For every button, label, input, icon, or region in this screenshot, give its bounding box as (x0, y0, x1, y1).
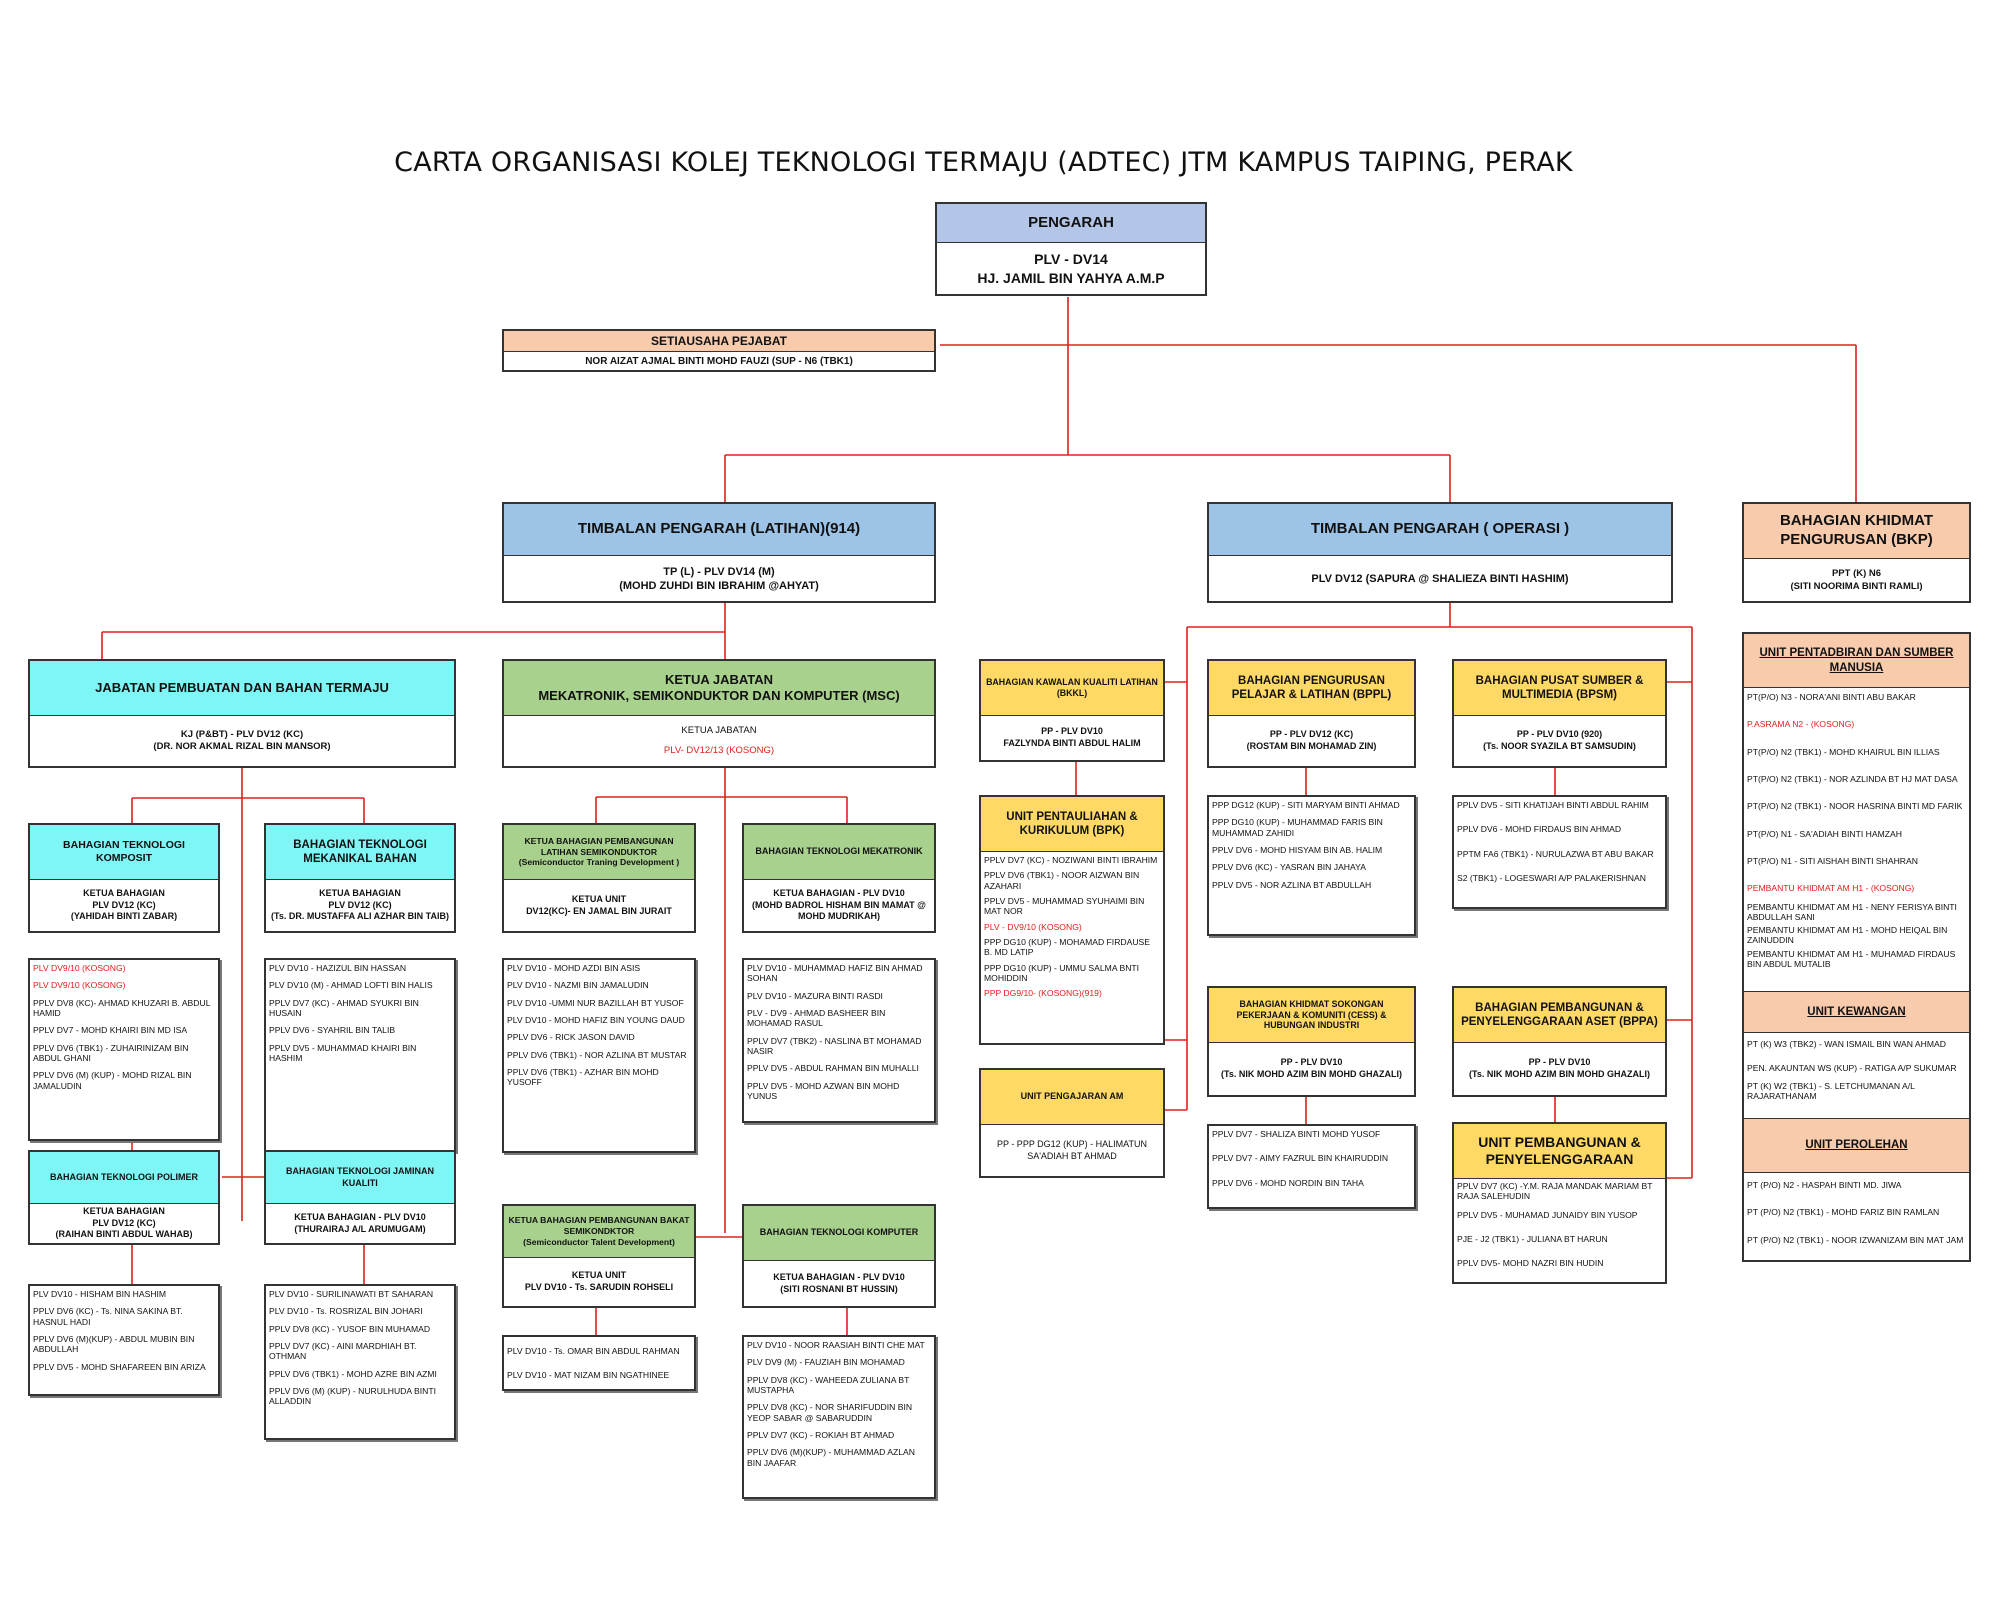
staff-item: PLV DV10 - HAZIZUL BIN HASSAN (269, 963, 407, 973)
staff-item: PPLV DV6 (TBK1) - AZHAR BIN MOHD YUSOFF (507, 1066, 659, 1088)
staff-item: PPLV DV7 (KC) - NOZIWANI BINTI IBRAHIM (984, 855, 1158, 865)
bppl-box (1207, 659, 1416, 768)
staff-item: PPLV DV6 (TBK1) - ZUHAIRINIZAM BIN ABDUL GHANI (33, 1042, 189, 1063)
staff-item: PPLV DV6 (M)(KUP) - ABDUL MUBIN BIN ABDULLAH (33, 1333, 195, 1355)
komposit-staff-list (28, 958, 220, 1141)
pengajaran-box (979, 1068, 1165, 1178)
komputer-ketua: KETUA BAHAGIAN - PLV DV10 (773, 1271, 905, 1282)
bkp-header: BAHAGIAN KHIDMAT PENGURUSAN (BKP) (1744, 504, 1969, 559)
staff-item: PT(P/O) N2 (TBK1) - NOR AZLINDA BT HJ MAT DASA (1747, 773, 1958, 784)
bppa-box (1452, 986, 1667, 1097)
staff-item: PPLV DV5- MOHD NAZRI BIN HUDIN (1457, 1258, 1604, 1269)
staff-item: PPLV DV6 - MOHD FIRDAUS BIN AHMAD (1457, 824, 1622, 835)
staff-item: PT(P/O) N2 (TBK1) - MOHD KHAIRUL BIN ILLIAS (1747, 746, 1940, 757)
cess-name: (Ts. NIK MOHD AZIM BIN MOHD GHAZALI) (1221, 1069, 1402, 1079)
bkkl-box (979, 659, 1165, 762)
staff-item: PLV DV10 - MAZURA BINTI RASDI (747, 990, 883, 1001)
mekatronik-name: (MOHD BADROL HISHAM BIN MAMAT @ MOHD MUDRIKAH) (752, 899, 926, 922)
staff-item: PEMBANTU KHIDMAT AM H1 - MOHD HEIQAL BIN ZAINUDDIN (1747, 925, 1948, 946)
jaminan-staff-list (264, 1284, 456, 1440)
cess-grade: PP - PLV DV10 (1280, 1057, 1343, 1068)
msc-ketua-label: KETUA JABATAN (681, 724, 757, 736)
staff-item: PLV DV10 - MOHD HAFIZ BIN YOUNG DAUD (507, 1014, 685, 1025)
bkkl-name: FAZLYNDA BINTI ABDUL HALIM (1003, 738, 1141, 748)
bppl-grade: PP - PLV DV12 (KC) (1269, 729, 1354, 740)
upp-header: UNIT PEMBANGUNAN & PENYELENGGARAAN (1454, 1124, 1665, 1179)
staff-item: PPLV DV6 - SYAHRIL BIN TALIB (269, 1025, 396, 1036)
polimer-header: BAHAGIAN TEKNOLOGI POLIMER (30, 1152, 218, 1204)
staff-item: PT (P/O) N2 (TBK1) - NOOR IZWANIZAM BIN MAT JAM (1747, 1234, 1964, 1245)
tp-latihan-grade: TP (L) - PLV DV14 (M) (663, 565, 775, 578)
staff-item: PEN. AKAUNTAN WS (KUP) - RATIGA A/P SUKUMAR (1747, 1063, 1957, 1074)
upp-box (1452, 1122, 1667, 1284)
staff-item: PPLV DV5 - MOHD SHAFAREEN BIN ARIZA (33, 1361, 206, 1372)
staff-item: PPLV DV8 (KC) - YUSOF BIN MUHAMAD (269, 1323, 431, 1334)
setiausaha-name: NOR AIZAT AJMAL BINTI MOHD FAUZI (SUP - N6 (TBK1) (585, 356, 853, 367)
bppa-grade: PP - PLV DV10 (1528, 1057, 1591, 1068)
staff-item: PLV DV10 - SURILINAWATI BT SAHARAN (269, 1289, 434, 1299)
staff-item: PEMBANTU KHIDMAT AM H1 - MUHAMAD FIRDAUS BIN ABDUL MUTALIB (1747, 948, 1956, 970)
bpsm-staff-list (1452, 795, 1667, 909)
semi-latihan-subheader: (Semiconductor Traning Development ) (518, 857, 680, 868)
staff-item: PJE - J2 (TBK1) - JULIANA BT HARUN (1457, 1233, 1608, 1244)
staff-item: PPLV DV5 - MUHAMAD JUNAIDY BIN YUSOP (1457, 1209, 1638, 1220)
polimer-staff-list (28, 1284, 220, 1396)
pengarah-grade: PLV - DV14 (1034, 251, 1108, 268)
staff-item: PPLV DV5 - NOR AZLINA BT ABDULLAH (1212, 879, 1372, 890)
tp-latihan-header: TIMBALAN PENGARAH (LATIHAN)(914) (504, 504, 934, 556)
jpbt-name: (DR. NOR AKMAL RIZAL BIN MANSOR) (153, 741, 331, 752)
staff-item: PPLV DV5 - ABDUL RAHMAN BIN MUHALLI (747, 1063, 919, 1074)
perolehan-header: UNIT PEROLEHAN (1744, 1118, 1969, 1173)
pengajaran-name: PP - PPP DG12 (KUP) - HALIMATUN SA'ADIAH BT AHMAD (996, 1138, 1148, 1161)
staff-item: PPLV DV7 (KC) - AINI MARDHIAH BT. OTHMAN (269, 1340, 417, 1362)
staff-item: PPP DG9/10- (KOSONG)(919) (984, 988, 1102, 999)
staff-item: PT (K) W2 (TBK1) - S. LETCHUMANAN A/L RAJARATHANAM (1747, 1080, 1915, 1101)
mekatronik-ketua: KETUA BAHAGIAN - PLV DV10 (773, 887, 905, 898)
polimer-ketua: KETUA BAHAGIAN (83, 1205, 165, 1216)
komposit-ketua: KETUA BAHAGIAN (83, 887, 165, 898)
staff-item: PPLV DV6 (M) (KUP) - MOHD RIZAL BIN JAMALUDIN (33, 1070, 192, 1091)
cess-staff-list (1207, 1124, 1416, 1209)
staff-item: PLV DV10 - Ts. OMAR BIN ABDUL RAHMAN (507, 1346, 680, 1356)
staff-item: PLV DV9/10 (KOSONG) (33, 980, 126, 991)
bkp-name: (SITI NOORIMA BINTI RAMLI) (1790, 580, 1923, 592)
semi-bakat-box (502, 1204, 696, 1308)
bpsm-header: BAHAGIAN PUSAT SUMBER & MULTIMEDIA (BPSM) (1454, 661, 1665, 716)
polimer-grade: PLV DV12 (KC) (92, 1217, 156, 1228)
staff-item: PPLV DV6 (KC) - YASRAN BIN JAHAYA (1212, 862, 1366, 873)
staff-item: P.ASRAMA N2 - (KOSONG) (1747, 719, 1855, 730)
tp-latihan-box (502, 502, 936, 603)
staff-item: PEMBANTU KHIDMAT AM H1 - NENY FERISYA BINTI ABDULLAH SANI (1747, 901, 1957, 922)
staff-item: PLV DV10 - Ts. ROSRIZAL BIN JOHARI (269, 1306, 423, 1317)
bkp-box (1742, 502, 1971, 603)
pengarah-header: PENGARAH (937, 204, 1205, 243)
kewangan-header: UNIT KEWANGAN (1744, 991, 1969, 1033)
staff-item: PPLV DV5 - MOHD AZWAN BIN MOHD YUNUS (747, 1080, 900, 1101)
semi-bakat-staff-list (502, 1335, 696, 1391)
usm-header: UNIT PENTADBIRAN DAN SUMBER MANUSIA (1744, 634, 1969, 688)
cess-box (1207, 986, 1416, 1097)
staff-item: PPLV DV6 (KC) - Ts. NINA SAKINA BT. HASNUL HADI (33, 1306, 183, 1327)
staff-item: PEMBANTU KHIDMAT AM H1 - (KOSONG) (1747, 883, 1915, 894)
bkp-grade: PPT (K) N6 (1831, 568, 1882, 580)
semi-bakat-name: PLV DV10 - Ts. SARUDIN ROHSELI (524, 1282, 674, 1292)
tp-operasi-box (1207, 502, 1673, 603)
staff-item: PPLV DV6 (TBK1) - MOHD AZRE BIN AZMI (269, 1368, 437, 1379)
semi-bakat-subheader: (Semiconductor Talent Development) (523, 1236, 675, 1247)
tp-latihan-name: (MOHD ZUHDI BIN IBRAHIM @AHYAT) (619, 580, 819, 592)
staff-item: PPLV DV6 (M)(KUP) - MUHAMMAD AZLAN BIN JAAFAR (747, 1447, 915, 1468)
komputer-box (742, 1204, 936, 1308)
staff-item: PT(P/O) N3 - NORA'ANI BINTI ABU BAKAR (1747, 692, 1916, 702)
staff-item: PPLV DV6 (TBK1) - NOR AZLINA BT MUSTAR (507, 1049, 687, 1060)
staff-item: PLV DV9 (M) - FAUZIAH BIN MOHAMAD (747, 1357, 905, 1368)
pengarah-name: HJ. JAMIL BIN YAHYA A.M.P (977, 269, 1165, 286)
msc-header-name: MEKATRONIK, SEMIKONDUKTOR DAN KOMPUTER (MSC) (538, 688, 900, 703)
staff-item: PPP DG10 (KUP) - MUHAMMAD FARIS BIN MUHAMMAD ZAHIDI (1212, 817, 1383, 838)
staff-item: PPLV DV7 (KC) -Y.M. RAJA MANDAK MARIAM BT RAJA SALEHUDIN (1457, 1181, 1653, 1202)
polimer-name: (RAIHAN BINTI ABDUL WAHAB) (55, 1229, 193, 1240)
mekanikal-name: (Ts. DR. MUSTAFFA ALI AZHAR BIN TAIB) (271, 911, 449, 922)
msc-ketua-vacant: PLV- DV12/13 (KOSONG) (663, 745, 775, 756)
staff-item: PPLV DV7 (KC) - AHMAD SYUKRI BIN HUSAIN (269, 997, 419, 1018)
staff-item: PPP DG10 (KUP) - MOHAMAD FIRDAUSE B. MD LATIP (984, 936, 1151, 958)
bkkl-grade: PP - PLV DV10 (1041, 726, 1103, 737)
jaminan-ketua: KETUA BAHAGIAN - PLV DV10 (294, 1211, 426, 1222)
semi-bakat-ketua: KETUA UNIT (571, 1270, 627, 1281)
staff-item: PPP DG12 (KUP) - SITI MARYAM BINTI AHMAD (1212, 800, 1400, 810)
setiausaha-header: SETIAUSAHA PEJABAT (504, 331, 934, 352)
semi-latihan-staff-list (502, 958, 696, 1153)
staff-item: S2 (TBK1) - LOGESWARI A/P PALAKERISHNAN (1457, 872, 1646, 883)
mekanikal-header: BAHAGIAN TEKNOLOGI MEKANIKAL BAHAN (266, 825, 454, 880)
semi-bakat-header: KETUA BAHAGIAN PEMBANGUNAN BAKAT SEMIKONDKTOR (508, 1215, 690, 1237)
staff-item: PT (P/O) N2 (TBK1) - MOHD FARIZ BIN RAMLAN (1747, 1207, 1940, 1218)
bpsm-grade: PP - PLV DV10 (920) (1516, 729, 1603, 740)
tp-operasi-name: PLV DV12 (SAPURA @ SHALIEZA BINTI HASHIM) (1311, 572, 1569, 585)
staff-item: PPLV DV6 (TBK1) - NOOR AIZWAN BIN AZAHARI (984, 870, 1140, 891)
staff-item: PPLV DV8 (KC) - WAHEEDA ZULIANA BT MUSTAPHA (747, 1374, 910, 1395)
semi-latihan-box (502, 823, 696, 933)
staff-item: PT(P/O) N2 (TBK1) - NOOR HASRINA BINTI MD FARIK (1747, 801, 1963, 812)
polimer-box (28, 1150, 220, 1245)
bkp-units-box (1742, 632, 1971, 1262)
semi-latihan-ketua: KETUA UNIT (571, 893, 627, 904)
pengarah-box (935, 202, 1207, 296)
staff-item: PLV DV9/10 (KOSONG) (33, 963, 126, 973)
staff-item: PLV DV10 - MOHD AZDI BIN ASIS (507, 963, 641, 973)
staff-item: PPLV DV5 - MUHAMMAD SYUHAIMI BIN MAT NOR (984, 895, 1145, 917)
pengajaran-header: UNIT PENGAJARAN AM (981, 1070, 1163, 1125)
jpbt-header: JABATAN PEMBUATAN DAN BAHAN TERMAJU (30, 661, 454, 716)
staff-item: PPLV DV7 (KC) - ROKIAH BT AHMAD (747, 1429, 895, 1440)
bppl-header: BAHAGIAN PENGURUSAN PELAJAR & LATIHAN (BPPL) (1209, 661, 1414, 716)
bppl-staff-list (1207, 795, 1416, 936)
komposit-box (28, 823, 220, 933)
mekatronik-staff-list (742, 958, 936, 1123)
staff-item: PPLV DV7 (TBK2) - NASLINA BT MOHAMAD NASIR (747, 1035, 922, 1056)
staff-item: PLV DV10 - MUHAMMAD HAFIZ BIN AHMAD SOHAN (747, 963, 923, 984)
chart-title: CARTA ORGANISASI KOLEJ TEKNOLOGI TERMAJU (ADTEC) JTM KAMPUS TAIPING, PERAK (394, 147, 1573, 178)
bppa-header: BAHAGIAN PEMBANGUNAN & PENYELENGGARAAN ASET (BPPA) (1454, 988, 1665, 1043)
staff-item: PLV DV10 - NAZMI BIN JAMALUDIN (507, 980, 649, 991)
jaminan-name: (THURAIRAJ A/L ARUMUGAM) (294, 1223, 426, 1234)
staff-item: PLV - DV9 - AHMAD BASHEER BIN MOHAMAD RASUL (747, 1007, 886, 1029)
jpbt-grade: KJ (P&BT) - PLV DV12 (KC) (180, 728, 304, 740)
jpbt-box (28, 659, 456, 768)
staff-item: PLV DV10 - HISHAM BIN HASHIM (33, 1289, 167, 1299)
staff-item: PPLV DV7 - MOHD KHAIRI BIN MD ISA (33, 1025, 188, 1036)
tp-operasi-header: TIMBALAN PENGARAH ( OPERASI ) (1209, 504, 1671, 556)
bpk-box (979, 795, 1165, 1045)
staff-item: PPLV DV8 (KC) - NOR SHARIFUDDIN BIN YEOP SABAR @ SABARUDDIN (747, 1402, 913, 1423)
semi-latihan-name: DV12(KC)- EN JAMAL BIN JURAIT (526, 905, 672, 916)
staff-item: PLV DV10 - MAT NIZAM BIN NGATHINEE (507, 1370, 670, 1381)
msc-box (502, 659, 936, 768)
staff-item: PLV DV10 (M) - AHMAD LOFTI BIN HALIS (269, 980, 433, 991)
staff-item: PPLV DV6 - RICK JASON DAVID (507, 1032, 635, 1043)
staff-item: PLV - DV9/10 (KOSONG) (984, 921, 1082, 932)
bpk-header: UNIT PENTAULIAHAN & KURIKULUM (BPK) (981, 797, 1163, 852)
komposit-grade: PLV DV12 (KC) (92, 899, 156, 910)
komputer-name: (SITI ROSNANI BT HUSSIN) (780, 1283, 898, 1294)
bppl-name: (ROSTAM BIN MOHAMAD ZIN) (1246, 741, 1377, 751)
staff-item: PLV DV10 - NOOR RAASIAH BINTI CHE MAT (747, 1340, 925, 1350)
bpsm-box (1452, 659, 1667, 768)
msc-header-title: KETUA JABATAN (664, 671, 774, 687)
staff-item: PPLV DV7 - SHALIZA BINTI MOHD YUSOF (1212, 1129, 1381, 1139)
staff-item: PT (K) W3 (TBK2) - WAN ISMAIL BIN WAN AHMAD (1747, 1039, 1946, 1049)
staff-item: PPLV DV6 - MOHD NORDIN BIN TAHA (1212, 1177, 1364, 1188)
bpsm-name: (Ts. NOOR SYAZILA BT SAMSUDIN) (1483, 741, 1636, 751)
semi-latihan-header: KETUA BAHAGIAN PEMBANGUNAN LATIHAN SEMIKONDUKTOR (524, 835, 674, 857)
mekanikal-ketua: KETUA BAHAGIAN (319, 887, 401, 898)
mekatronik-header: BAHAGIAN TEKNOLOGI MEKATRONIK (744, 825, 934, 880)
bppa-name: (Ts. NIK MOHD AZIM BIN MOHD GHAZALI) (1469, 1069, 1650, 1079)
staff-item: PT(P/O) N1 - SA'ADIAH BINTI HAMZAH (1747, 828, 1902, 839)
komposit-header: BAHAGIAN TEKNOLOGI KOMPOSIT (30, 825, 218, 880)
staff-item: PPLV DV6 - MOHD HISYAM BIN AB. HALIM (1212, 844, 1383, 855)
komputer-staff-list (742, 1335, 936, 1499)
staff-item: PPLV DV5 - MUHAMMAD KHAIRI BIN HASHIM (269, 1042, 417, 1063)
mekanikal-staff-list (264, 958, 456, 1152)
staff-item: PT(P/O) N1 - SITI AISHAH BINTI SHAHRAN (1747, 855, 1918, 866)
staff-item: PPTM FA6 (TBK1) - NURULAZWA BT ABU BAKAR (1457, 848, 1654, 859)
bkkl-header: BAHAGIAN KAWALAN KUALITI LATIHAN (BKKL) (981, 661, 1163, 716)
cess-header: BAHAGIAN KHIDMAT SOKONGAN PEKERJAAN & KOMUNITI (CESS) & HUBUNGAN INDUSTRI (1209, 988, 1414, 1043)
staff-item: PT (P/O) N2 - HASPAH BINTI MD. JIWA (1747, 1180, 1902, 1190)
staff-item: PPLV DV5 - SITI KHATIJAH BINTI ABDUL RAHIM (1457, 800, 1649, 810)
mekanikal-grade: PLV DV12 (KC) (328, 899, 392, 910)
staff-item: PLV DV10 -UMMI NUR BAZILLAH BT YUSOF (507, 997, 684, 1008)
staff-item: PPLV DV7 - AIMY FAZRUL BIN KHAIRUDDIN (1212, 1153, 1389, 1164)
jaminan-header: BAHAGIAN TEKNOLOGI JAMINAN KUALITI (266, 1152, 454, 1204)
mekanikal-box (264, 823, 456, 933)
staff-item: PPLV DV8 (KC)- AHMAD KHUZARI B. ABDUL HAMID (33, 997, 211, 1018)
komposit-name: (YAHIDAH BINTI ZABAR) (70, 911, 178, 922)
jaminan-box (264, 1150, 456, 1245)
staff-item: PPP DG10 (KUP) - UMMU SALMA BNTI MOHIDDIN (984, 962, 1140, 983)
komputer-header: BAHAGIAN TEKNOLOGI KOMPUTER (744, 1206, 934, 1261)
staff-item: PPLV DV6 (M) (KUP) - NURULHUDA BINTI ALLADDIN (269, 1385, 436, 1407)
setiausaha-box (502, 329, 936, 372)
mekatronik-box (742, 823, 936, 933)
